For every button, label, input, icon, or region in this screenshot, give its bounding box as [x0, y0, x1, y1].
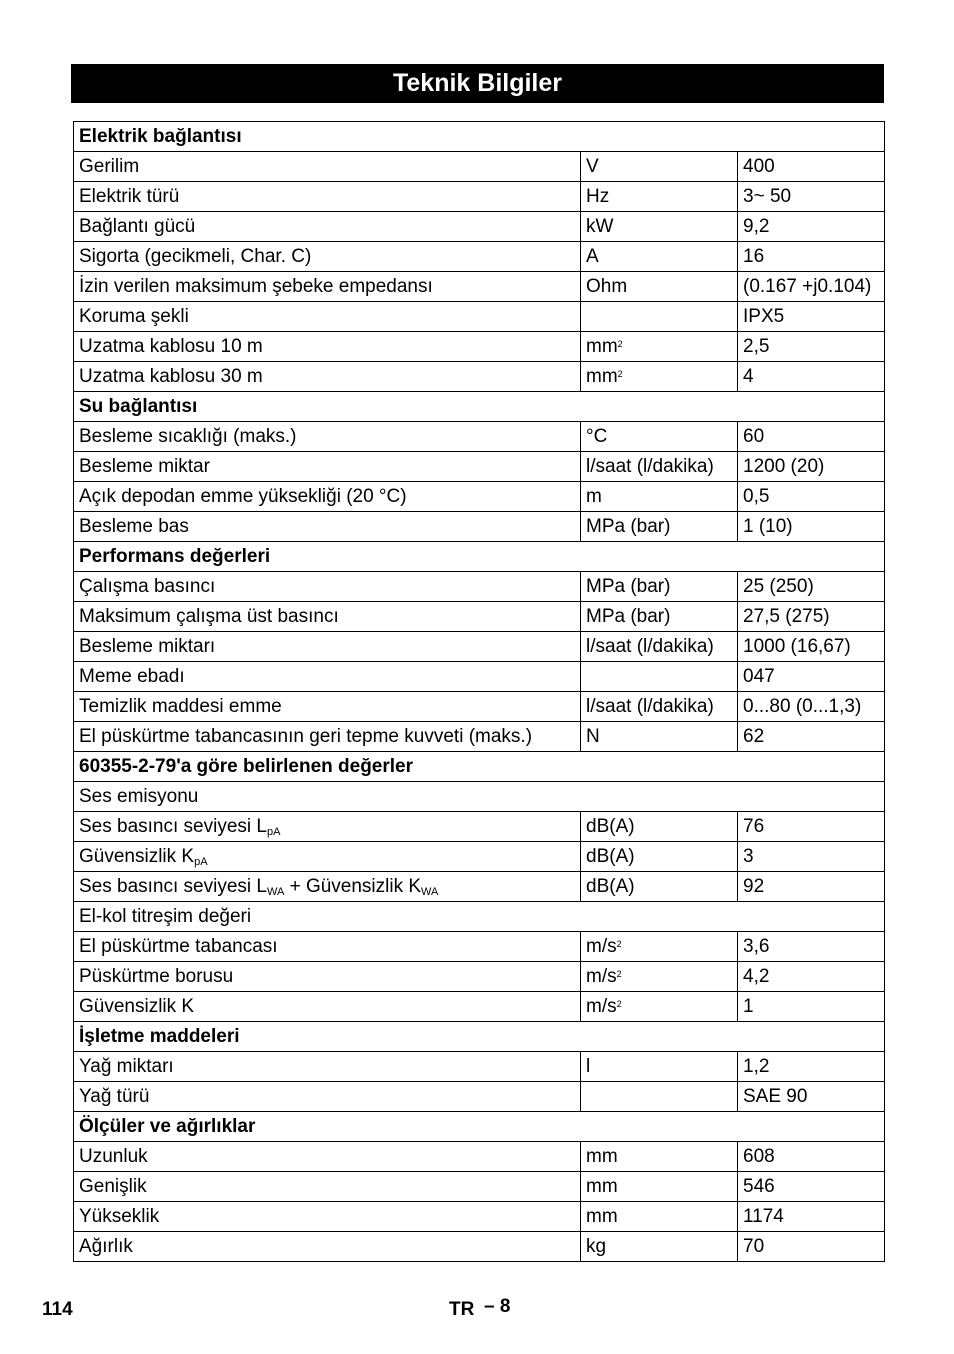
spec-value: 70	[738, 1232, 885, 1262]
spec-value: 608	[738, 1142, 885, 1172]
spec-value: 60	[738, 422, 885, 452]
spec-label	[74, 482, 581, 512]
spec-label	[74, 1082, 581, 1112]
table-row	[74, 242, 885, 272]
spec-label	[74, 272, 581, 302]
spec-value: 16	[738, 242, 885, 272]
table-row	[74, 662, 885, 692]
table-row	[74, 1202, 885, 1232]
spec-value: 2,5	[738, 332, 885, 362]
table-row	[74, 452, 885, 482]
unit-text: dB(A)	[586, 816, 635, 837]
spec-value: 546	[738, 1172, 885, 1202]
spec-value: IPX5	[738, 302, 885, 332]
section-header: İşletme maddeleri	[74, 1022, 885, 1052]
spec-value: 3,6	[738, 932, 885, 962]
table-row	[74, 872, 885, 902]
table-row	[74, 332, 885, 362]
spec-value: 1000 (16,67)	[738, 632, 885, 662]
label-text: Meme ebadı	[79, 666, 185, 687]
page-title: Teknik Bilgiler	[71, 64, 884, 103]
table-row	[74, 722, 885, 752]
spec-value: 1,2	[738, 1052, 885, 1082]
spec-label	[74, 1202, 581, 1232]
table-row	[74, 152, 885, 182]
spec-unit	[581, 242, 738, 272]
label-text: Uzatma kablosu 30 m	[79, 366, 263, 387]
spec-label	[74, 902, 885, 932]
spec-label	[74, 182, 581, 212]
spec-value: (0.167 +j0.104)	[738, 272, 885, 302]
label-text: + Güvensizlik K	[284, 876, 422, 897]
superscript: 2	[616, 969, 622, 979]
spec-value: 76	[738, 812, 885, 842]
table-row	[74, 812, 885, 842]
label-text: Genişlik	[79, 1176, 147, 1197]
spec-label	[74, 842, 581, 872]
spec-label	[74, 362, 581, 392]
spec-label	[74, 872, 581, 902]
language-code: TR	[449, 1299, 475, 1320]
label-text: Uzunluk	[79, 1146, 148, 1167]
spec-label	[74, 242, 581, 272]
label-text: Gerilim	[79, 156, 140, 177]
table-row	[74, 962, 885, 992]
label-text: Koruma şekli	[79, 306, 189, 327]
table-row	[74, 572, 885, 602]
spec-value: 4	[738, 362, 885, 392]
spec-unit	[581, 722, 738, 752]
section-header: Elektrik bağlantısı	[74, 122, 885, 152]
unit-text: MPa (bar)	[586, 606, 671, 627]
spec-unit	[581, 572, 738, 602]
table-row	[74, 1172, 885, 1202]
spec-unit	[581, 1082, 738, 1112]
section-header: Su bağlantısı	[74, 392, 885, 422]
spec-value: 1	[738, 992, 885, 1022]
subscript: pA	[194, 856, 208, 868]
technical-data-table	[73, 121, 885, 1262]
spec-label	[74, 812, 581, 842]
section-header: Ölçüler ve ağırlıklar	[74, 1112, 885, 1142]
unit-text: m/s	[586, 996, 617, 1017]
spec-value: 3	[738, 842, 885, 872]
label-text: Çalışma basıncı	[79, 576, 216, 597]
spec-unit	[581, 662, 738, 692]
spec-label	[74, 422, 581, 452]
table-row	[74, 482, 885, 512]
label-text: El püskürtme tabancası	[79, 936, 278, 957]
table-row	[74, 782, 885, 812]
spec-label	[74, 962, 581, 992]
label-text: Yağ miktarı	[79, 1056, 174, 1077]
spec-label	[74, 452, 581, 482]
spec-label	[74, 512, 581, 542]
unit-text: mm	[586, 1146, 618, 1167]
label-text: Açık depodan emme yüksekliği (20 °C)	[79, 486, 407, 507]
spec-label	[74, 1142, 581, 1172]
spec-label	[74, 212, 581, 242]
section-header-row	[74, 1022, 885, 1052]
label-text: Ses basıncı seviyesi L	[79, 816, 267, 837]
spec-unit	[581, 512, 738, 542]
spec-unit	[581, 812, 738, 842]
label-text: Ağırlık	[79, 1236, 133, 1257]
table-row	[74, 1082, 885, 1112]
table-row	[74, 272, 885, 302]
unit-text: l	[586, 1056, 591, 1077]
table-row	[74, 602, 885, 632]
spec-unit	[581, 422, 738, 452]
spec-unit	[581, 482, 738, 512]
spec-unit	[581, 452, 738, 482]
spec-label	[74, 662, 581, 692]
superscript: 2	[617, 369, 623, 379]
unit-text: A	[586, 246, 599, 267]
spec-value: 27,5 (275)	[738, 602, 885, 632]
spec-unit	[581, 1232, 738, 1262]
label-text: Uzatma kablosu 10 m	[79, 336, 263, 357]
subscript: WA	[266, 886, 285, 898]
label-text: Püskürtme borusu	[79, 966, 234, 987]
section-header: 60355-2-79'a göre belirlenen değerler	[74, 752, 885, 782]
spec-unit	[581, 1052, 738, 1082]
spec-label	[74, 1172, 581, 1202]
spec-value: 1 (10)	[738, 512, 885, 542]
label-text: Besleme sıcaklığı (maks.)	[79, 426, 297, 447]
spec-value: 3~ 50	[738, 182, 885, 212]
section-header-row	[74, 122, 885, 152]
spec-unit	[581, 872, 738, 902]
superscript: 2	[617, 339, 623, 349]
spec-label	[74, 782, 885, 812]
subscript: pA	[266, 826, 281, 838]
label-text: El püskürtme tabancasının geri tepme kuvveti (maks.)	[79, 726, 533, 747]
unit-text: °C	[586, 426, 608, 447]
spec-unit	[581, 992, 738, 1022]
spec-label	[74, 572, 581, 602]
spec-unit	[581, 1202, 738, 1232]
section-header-row	[74, 542, 885, 572]
table-row	[74, 1052, 885, 1082]
unit-text: mm	[586, 336, 618, 357]
spec-value: SAE 90	[738, 1082, 885, 1112]
table-row	[74, 212, 885, 242]
section-header-row	[74, 752, 885, 782]
page-number: 114	[42, 1299, 73, 1320]
label-text: Elektrik türü	[79, 186, 180, 207]
table-row	[74, 1142, 885, 1172]
spec-unit	[581, 152, 738, 182]
label-text: Yağ türü	[79, 1086, 150, 1107]
spec-value: 400	[738, 152, 885, 182]
spec-unit	[581, 932, 738, 962]
unit-text: V	[586, 156, 599, 177]
spec-label	[74, 1232, 581, 1262]
unit-text: MPa (bar)	[586, 576, 671, 597]
spec-label	[74, 632, 581, 662]
section-header-row	[74, 392, 885, 422]
table-row	[74, 932, 885, 962]
spec-unit	[581, 182, 738, 212]
label-text: Maksimum çalışma üst basıncı	[79, 606, 339, 627]
spec-unit	[581, 602, 738, 632]
unit-text: m	[586, 486, 602, 507]
unit-text: m/s	[586, 966, 617, 987]
unit-text: mm	[586, 1206, 618, 1227]
spec-label	[74, 932, 581, 962]
label-text: El-kol titreşim değeri	[79, 906, 252, 927]
spec-unit	[581, 692, 738, 722]
table-row	[74, 362, 885, 392]
table-row	[74, 902, 885, 932]
table-row	[74, 692, 885, 722]
spec-label	[74, 152, 581, 182]
spec-unit	[581, 212, 738, 242]
unit-text: l/saat (l/dakika)	[586, 636, 714, 657]
spec-unit	[581, 1142, 738, 1172]
spec-value: 62	[738, 722, 885, 752]
table-row	[74, 1232, 885, 1262]
section-page-number: – 8	[484, 1296, 511, 1317]
label-text: Sigorta (gecikmeli, Char. C)	[79, 246, 312, 267]
spec-unit	[581, 1172, 738, 1202]
spec-value: 0...80 (0...1,3)	[738, 692, 885, 722]
subscript: WA	[421, 886, 439, 898]
spec-label	[74, 602, 581, 632]
section-header-row	[74, 1112, 885, 1142]
label-text: İzin verilen maksimum şebeke empedansı	[79, 276, 433, 297]
spec-label	[74, 692, 581, 722]
spec-unit	[581, 362, 738, 392]
spec-label	[74, 722, 581, 752]
label-text: Besleme bas	[79, 516, 189, 537]
unit-text: MPa (bar)	[586, 516, 671, 537]
table-row	[74, 842, 885, 872]
label-text: Ses emisyonu	[79, 786, 199, 807]
spec-unit	[581, 302, 738, 332]
unit-text: m/s	[586, 936, 617, 957]
spec-unit	[581, 632, 738, 662]
spec-value: 1174	[738, 1202, 885, 1232]
label-text: Ses basıncı seviyesi L	[79, 876, 267, 897]
label-text: Temizlik maddesi emme	[79, 696, 282, 717]
unit-text: mm	[586, 1176, 618, 1197]
spec-label	[74, 1052, 581, 1082]
spec-label	[74, 992, 581, 1022]
label-text: Yükseklik	[79, 1206, 160, 1227]
unit-text: kW	[586, 216, 614, 237]
spec-label	[74, 302, 581, 332]
label-text: Bağlantı gücü	[79, 216, 196, 237]
label-text: Besleme miktarı	[79, 636, 216, 657]
unit-text: Hz	[586, 186, 610, 207]
spec-value: 4,2	[738, 962, 885, 992]
section-header: Performans değerleri	[74, 542, 885, 572]
table-row	[74, 512, 885, 542]
label-text: Güvensizlik K	[79, 846, 195, 867]
table-row	[74, 182, 885, 212]
spec-unit	[581, 332, 738, 362]
unit-text: l/saat (l/dakika)	[586, 456, 714, 477]
spec-value: 25 (250)	[738, 572, 885, 602]
table-row	[74, 302, 885, 332]
unit-text: dB(A)	[586, 876, 635, 897]
label-text: Güvensizlik K	[79, 996, 195, 1017]
unit-text: N	[586, 726, 600, 747]
spec-unit	[581, 272, 738, 302]
label-text: Besleme miktar	[79, 456, 210, 477]
superscript: 2	[616, 999, 622, 1009]
unit-text: l/saat (l/dakika)	[586, 696, 714, 717]
spec-value: 9,2	[738, 212, 885, 242]
unit-text: dB(A)	[586, 846, 635, 867]
spec-unit	[581, 842, 738, 872]
table-row	[74, 992, 885, 1022]
spec-value: 0,5	[738, 482, 885, 512]
spec-value: 1200 (20)	[738, 452, 885, 482]
table-row	[74, 632, 885, 662]
unit-text: kg	[586, 1236, 607, 1257]
unit-text: Ohm	[586, 276, 628, 297]
superscript: 2	[616, 939, 622, 949]
unit-text: mm	[586, 366, 618, 387]
table-row	[74, 422, 885, 452]
spec-label	[74, 332, 581, 362]
spec-unit	[581, 962, 738, 992]
spec-value: 92	[738, 872, 885, 902]
spec-value: 047	[738, 662, 885, 692]
